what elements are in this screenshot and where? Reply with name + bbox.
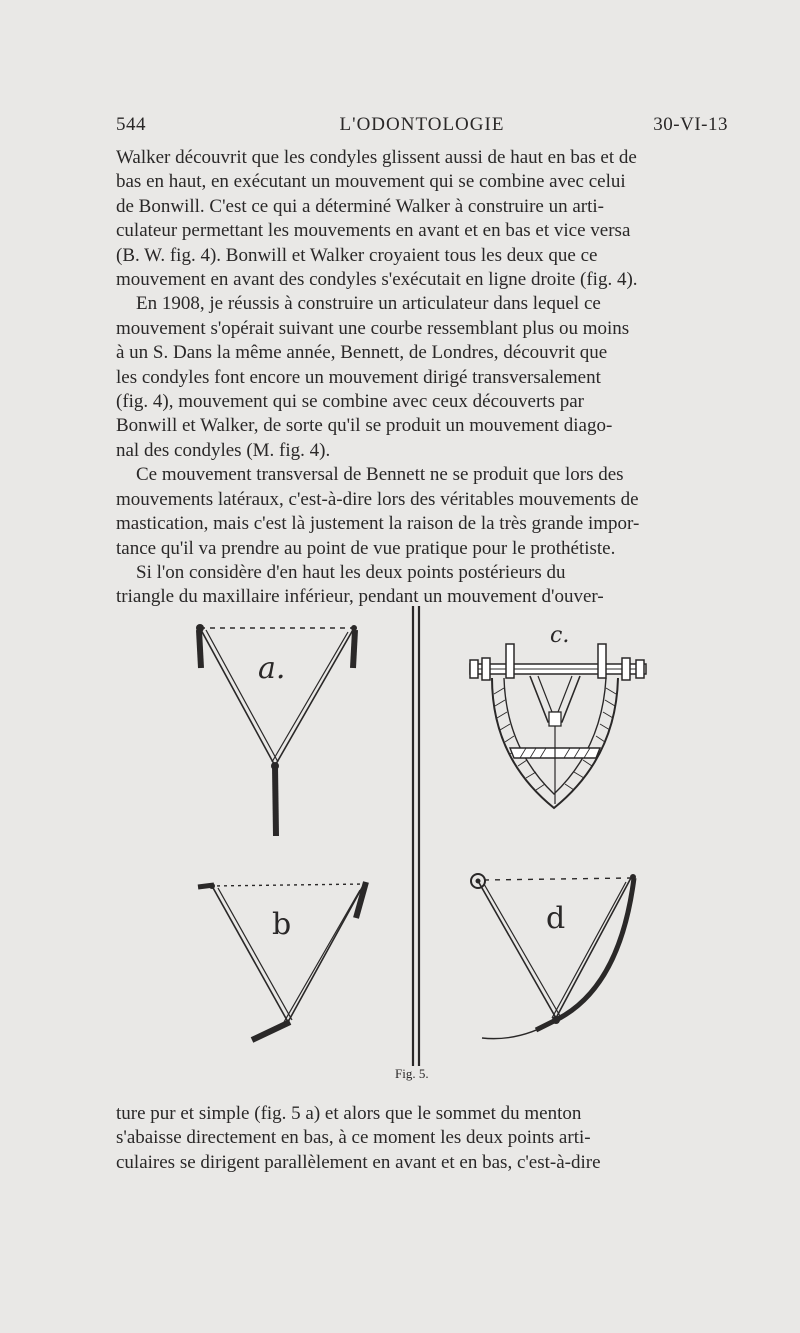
text-line: Bonwill et Walker, de sorte qu'il se produit un mouvement diago- <box>116 415 613 437</box>
text-line: (B. W. fig. 4). Bonwill et Walker croyaient tous les deux que ce <box>116 244 598 266</box>
text-line: mouvement en avant des condyles s'exécutait en ligne droite (fig. 4). <box>116 269 638 291</box>
diagram-d <box>471 874 636 1039</box>
label-b: b <box>272 907 292 942</box>
paragraph-2 <box>116 292 728 463</box>
text-line: Walker découvrit que les condyles glissent aussi de haut en bas et de <box>116 147 637 168</box>
diagram-c <box>470 623 646 808</box>
text-line: (fig. 4), mouvement qui se combine avec ceux découverts par <box>116 391 584 413</box>
paragraph-1 <box>116 146 728 292</box>
text-line: s'abaisse directement en bas, à ce moment les deux points arti- <box>116 1127 591 1149</box>
text-line: mouvements latéraux, c'est-à-dire lors des véritables mouvements de <box>116 488 639 510</box>
issue-date: 30-VI-13 <box>653 114 728 135</box>
text-line: ture pur et simple (fig. 5 a) et alors que le sommet du menton <box>116 1103 582 1124</box>
figure-5 <box>170 598 660 1088</box>
text-line: culateur permettant les mouvements en avant et en bas et vice versa <box>116 220 631 242</box>
continuation-text <box>116 1102 728 1175</box>
text-line: nal des condyles (M. fig. 4). <box>116 439 331 461</box>
label-a: a. <box>258 651 286 686</box>
text-line: mastication, mais c'est là justement la raison de la très grande impor- <box>116 513 640 535</box>
text-line: bas en haut, en exécutant un mouvement qui se combine avec celui <box>116 171 626 193</box>
text-line: mouvement s'opérait suivant une courbe ressemblant plus ou moins <box>116 317 630 339</box>
text-line: tance qu'il va prendre au point de vue pratique pour le prothétiste. <box>116 537 616 559</box>
text-line: culaires se dirigent parallèlement en avant et en bas, c'est-à-dire <box>116 1151 601 1173</box>
text-line: Ce mouvement transversal de Bennett ne se produit que lors des <box>136 464 624 486</box>
running-header <box>116 114 728 142</box>
text-line: Si l'on considère d'en haut les deux points postérieurs du <box>136 561 566 583</box>
label-d: d <box>546 901 566 936</box>
diagram-a <box>196 624 357 836</box>
label-c: c. <box>550 623 570 648</box>
figure-drawing <box>170 598 660 1088</box>
figure-caption: Fig. 5. <box>395 1066 429 1081</box>
diagram-b <box>198 882 366 1040</box>
text-line: de Bonwill. C'est ce qui a déterminé Walker à construire un arti- <box>116 195 604 217</box>
body-text <box>116 146 728 610</box>
text-line: En 1908, je réussis à construire un articulateur dans lequel ce <box>136 293 601 315</box>
text-line: les condyles font encore un mouvement dirigé transversalement <box>116 366 601 388</box>
text-line: à un S. Dans la même année, Bennett, de Londres, découvrit que <box>116 342 608 364</box>
paragraph-5 <box>116 1102 728 1175</box>
journal-title: L'ODONTOLOGIE <box>339 114 505 135</box>
paragraph-3 <box>116 463 728 561</box>
text-line: triangle du maxillaire inférieur, pendant un mouvement d'ouver- <box>116 586 604 608</box>
page-number: 544 <box>116 114 146 135</box>
